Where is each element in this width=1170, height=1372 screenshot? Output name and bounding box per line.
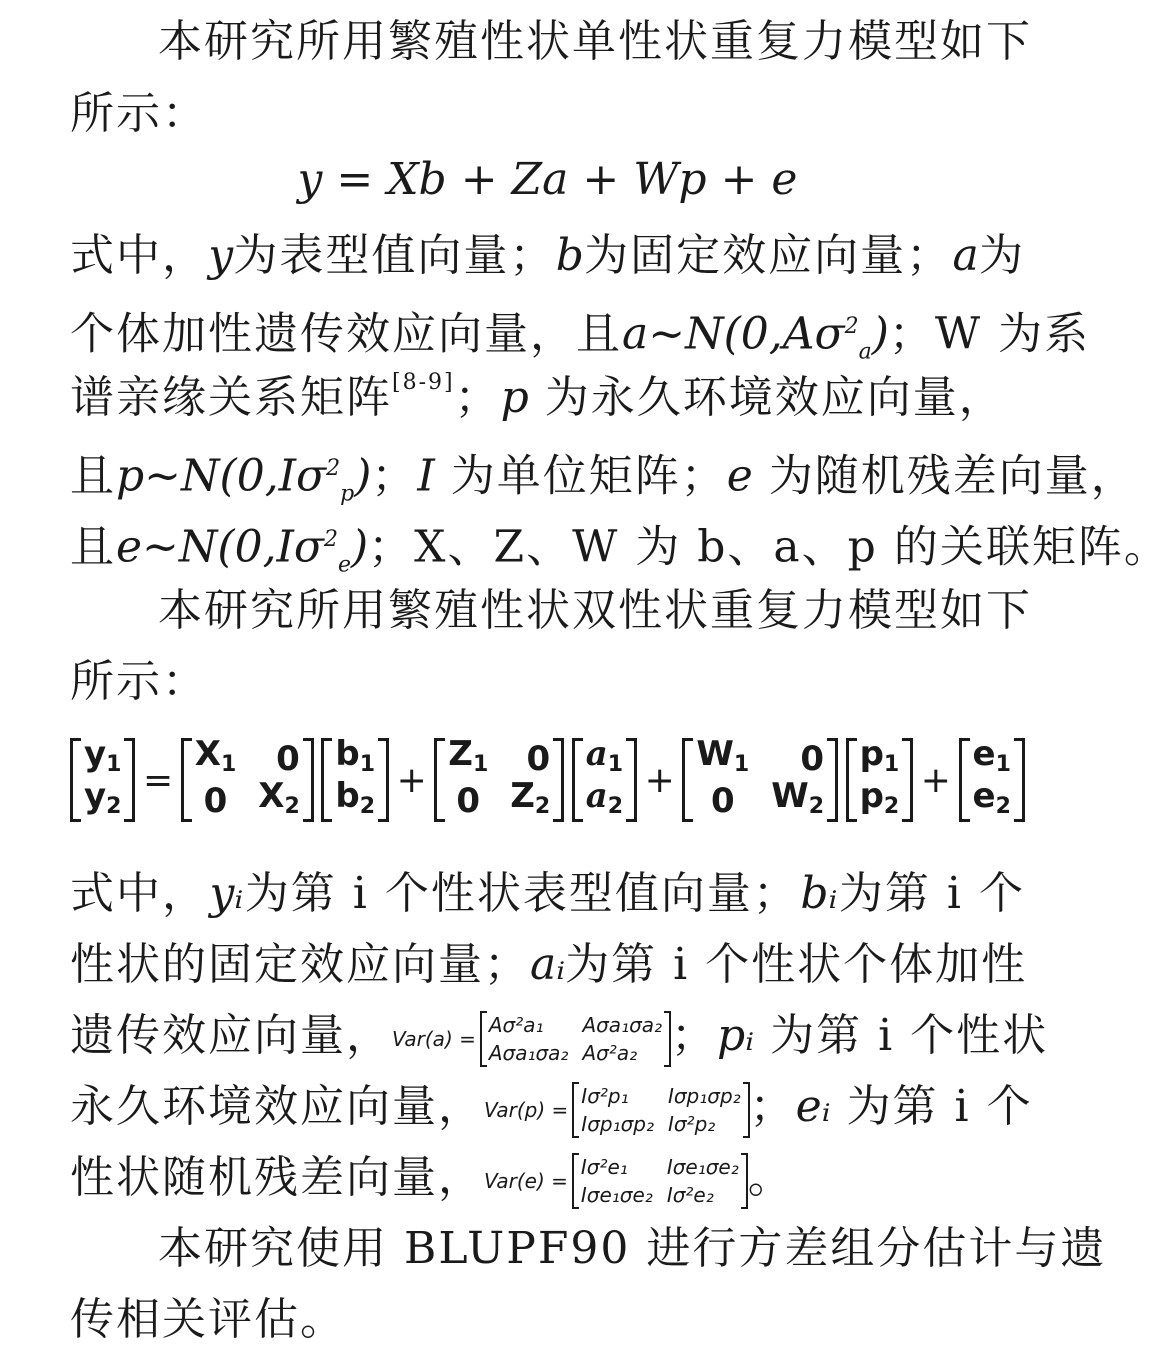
equation-two-trait (70, 728, 1025, 832)
para2-line1 (70, 226, 1025, 286)
matrix-a: a1 a2 (572, 738, 637, 822)
var-a: a (952, 230, 979, 281)
text: 个体加性遗传效应向量，且 (70, 308, 622, 360)
matrix-W: W1 0 0 W2 (682, 738, 838, 822)
var-bi: bᵢ (800, 868, 838, 919)
subscript: a (858, 339, 872, 365)
text: ； (671, 1010, 718, 1061)
superscript: 2 (844, 314, 859, 339)
para5-line1: 本研究使用 BLUPF90 进行方差组分估计与遗 (158, 1223, 1107, 1274)
text: ；W 为系 (888, 308, 1091, 360)
text: 永久环境效应向量， (70, 1081, 484, 1132)
text: 式中， (70, 230, 208, 281)
superscript: 2 (326, 456, 341, 481)
text: 式中， (70, 868, 208, 919)
matrix-e: e1 e2 (959, 738, 1025, 822)
var-pi: pᵢ (717, 1010, 755, 1061)
text: 。 (747, 1152, 794, 1203)
para4-line4 (70, 1077, 1033, 1140)
para1-line1: 本研究所用繁殖性状单性状重复力模型如下 (158, 16, 1032, 67)
subscript: e (337, 552, 351, 578)
matrix-Z: Z1 0 0 Z2 (434, 738, 564, 822)
superscript: 2 (323, 527, 338, 552)
text: 为固定效应向量； (584, 230, 953, 281)
text: 为第 i 个 (838, 868, 1025, 919)
text: 为第 i 个性状表型值向量； (244, 868, 799, 919)
para3-line2: 所示： (70, 656, 208, 707)
matrix-b: b1 b2 (321, 738, 389, 822)
subscript: p (340, 481, 355, 507)
var-I: I (417, 450, 435, 502)
distribution-p: p~N(0,Iσ (116, 450, 327, 502)
text: 为第 i 个性状个体加性 (565, 939, 1028, 990)
var-yi: yᵢ (209, 868, 244, 919)
plus-sign: + (644, 759, 675, 801)
matrix-y: y1 y2 (70, 738, 135, 822)
text: 为表型值向量； (233, 230, 556, 281)
para3-line1: 本研究所用繁殖性状双性状重复力模型如下 (158, 585, 1032, 636)
text: 为第 i 个性状 (770, 1010, 1049, 1061)
para1-line2: 所示： (70, 88, 208, 139)
text: 谱亲缘关系矩阵 (70, 372, 392, 423)
var-b: b (555, 230, 584, 281)
text: 为随机残差向量， (768, 450, 1137, 502)
text: 遗传效应向量， (70, 1010, 392, 1061)
text: 为永久环境效应向量， (544, 372, 1005, 423)
paren: ) (354, 450, 372, 502)
plus-sign: + (920, 759, 951, 801)
var-y: y (208, 230, 234, 281)
para2-line3 (70, 368, 1025, 428)
text: ； (749, 1081, 796, 1132)
distribution-a: a~N(0,Aσ (622, 308, 845, 360)
text: ；X、Z、W 为 b、a、p 的关联矩阵。 (368, 521, 1170, 573)
text: 为单位矩阵； (450, 450, 727, 502)
matrix-p: p1 p2 (846, 738, 914, 822)
plus-sign: + (396, 759, 427, 801)
text: ； (371, 450, 418, 502)
text: 为第 i 个 (846, 1081, 1033, 1132)
distribution-e: e~N(0,Iσ (116, 521, 324, 573)
para4-line5 (70, 1148, 1025, 1211)
text: 性状的固定效应向量； (70, 939, 530, 990)
paren: ) (351, 521, 369, 573)
var-ai: aᵢ (530, 939, 566, 990)
text: ； (454, 372, 501, 423)
text: 且 (70, 450, 116, 502)
var-ei: eᵢ (795, 1081, 831, 1132)
citation[interactable]: [8-9] (392, 370, 455, 395)
equals-sign: = (143, 759, 174, 801)
text: 且 (70, 521, 116, 573)
var-p-matrix: Var(p) = Iσ²p₁ Iσp₁σp₂ Iσp₁σp₂ Iσ²p₂ (484, 1080, 750, 1140)
var-a-matrix: Var(a) = Aσ²a₁ Aσa₁σa₂ Aσa₁σa₂ Aσ²a₂ (392, 1009, 671, 1069)
var-p: p (500, 372, 529, 423)
paren: ) (871, 308, 889, 360)
text: 为 (978, 230, 1025, 281)
para5-line2: 传相关评估。 (70, 1294, 346, 1345)
var-e: e (726, 450, 753, 502)
para4-line3 (70, 1006, 1049, 1069)
var-e-matrix: Var(e) = Iσ²e₁ Iσe₁σe₂ Iσe₁σe₂ Iσ²e₂ (484, 1151, 748, 1211)
equation-single-trait: y = Xb + Za + Wp + e (297, 154, 798, 205)
text: 性状随机残差向量， (70, 1152, 484, 1203)
para4-line2 (70, 935, 1028, 995)
para4-line1 (70, 864, 1025, 924)
matrix-X: X1 0 0 X2 (181, 738, 314, 822)
